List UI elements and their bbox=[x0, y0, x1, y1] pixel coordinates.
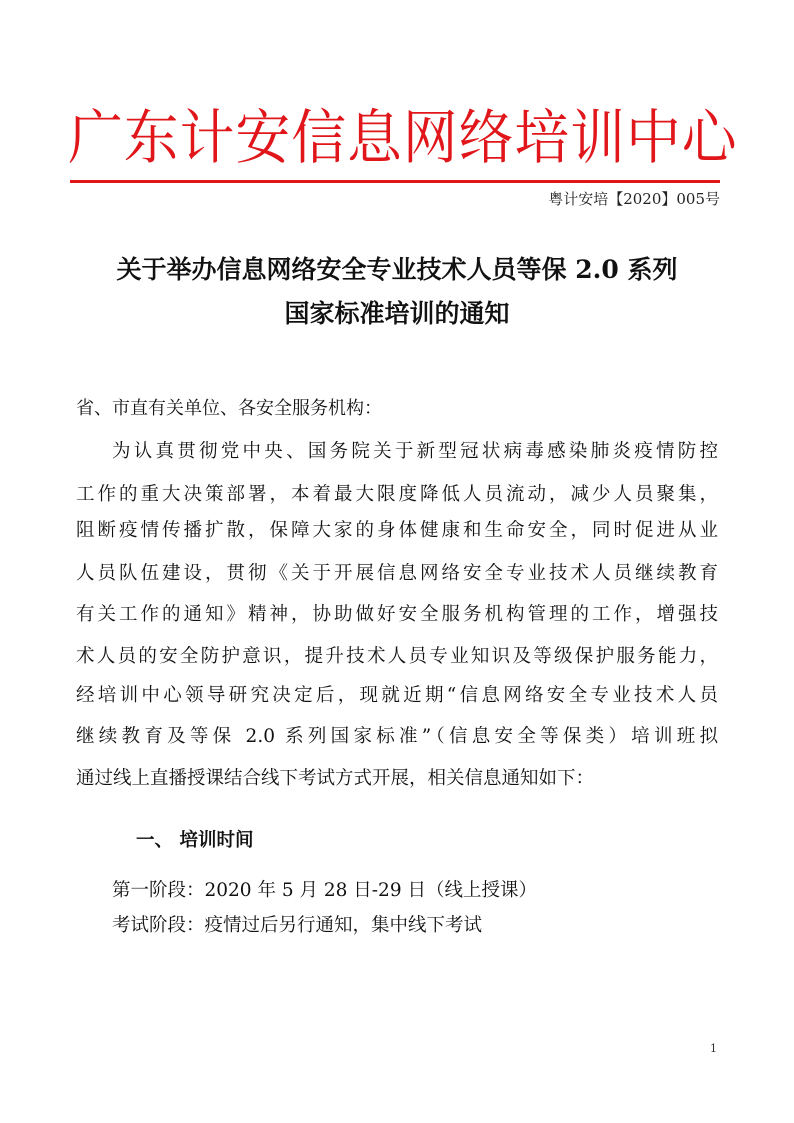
schedule-phase-one: 第一阶段：2020 年 5 月 28 日-29 日（线上授课） bbox=[112, 880, 537, 901]
page-number: 1 bbox=[710, 1042, 717, 1055]
header-divider bbox=[70, 180, 720, 183]
schedule-exam-phase: 考试阶段：疫情过后另行通知，集中线下考试 bbox=[112, 915, 483, 936]
section-heading-training-time: 一、 培训时间 bbox=[136, 830, 254, 851]
document-number: 粤计安培【2020】005号 bbox=[548, 190, 720, 208]
body-paragraph-line: 有关工作的通知》精神，协助做好安全服务机构管理的工作，增强技 bbox=[76, 604, 718, 625]
document-title-line-1: 关于举办信息网络安全专业技术人员等保 2.0 系列 bbox=[116, 255, 678, 284]
body-paragraph-line: 阻断疫情传播扩散，保障大家的身体健康和生命安全，同时促进从业 bbox=[76, 520, 718, 541]
organization-header: 广东计安信息网络培训中心 bbox=[68, 103, 738, 172]
salutation: 省、市直有关单位、各安全服务机构： bbox=[76, 398, 382, 419]
body-paragraph-line: 为认真贯彻党中央、国务院关于新型冠状病毒感染肺炎疫情防控 bbox=[112, 441, 718, 462]
body-paragraph-line: 经培训中心领导研究决定后，现就近期“信息网络安全专业技术人员 bbox=[76, 685, 718, 706]
body-paragraph-line: 通过线上直播授课结合线下考试方式开展，相关信息通知如下： bbox=[76, 768, 595, 789]
body-paragraph-line: 术人员的安全防护意识，提升技术人员专业知识及等级保护服务能力， bbox=[76, 646, 718, 667]
document-title-line-2: 国家标准培训的通知 bbox=[284, 299, 510, 328]
body-paragraph-line: 工作的重大决策部署，本着最大限度降低人员流动，减少人员聚集， bbox=[76, 484, 718, 505]
body-paragraph-line: 人员队伍建设，贯彻《关于开展信息网络安全专业技术人员继续教育 bbox=[76, 563, 718, 584]
body-paragraph-line: 继续教育及等保 2.0 系列国家标准”（信息安全等保类）培训班拟 bbox=[76, 726, 718, 747]
